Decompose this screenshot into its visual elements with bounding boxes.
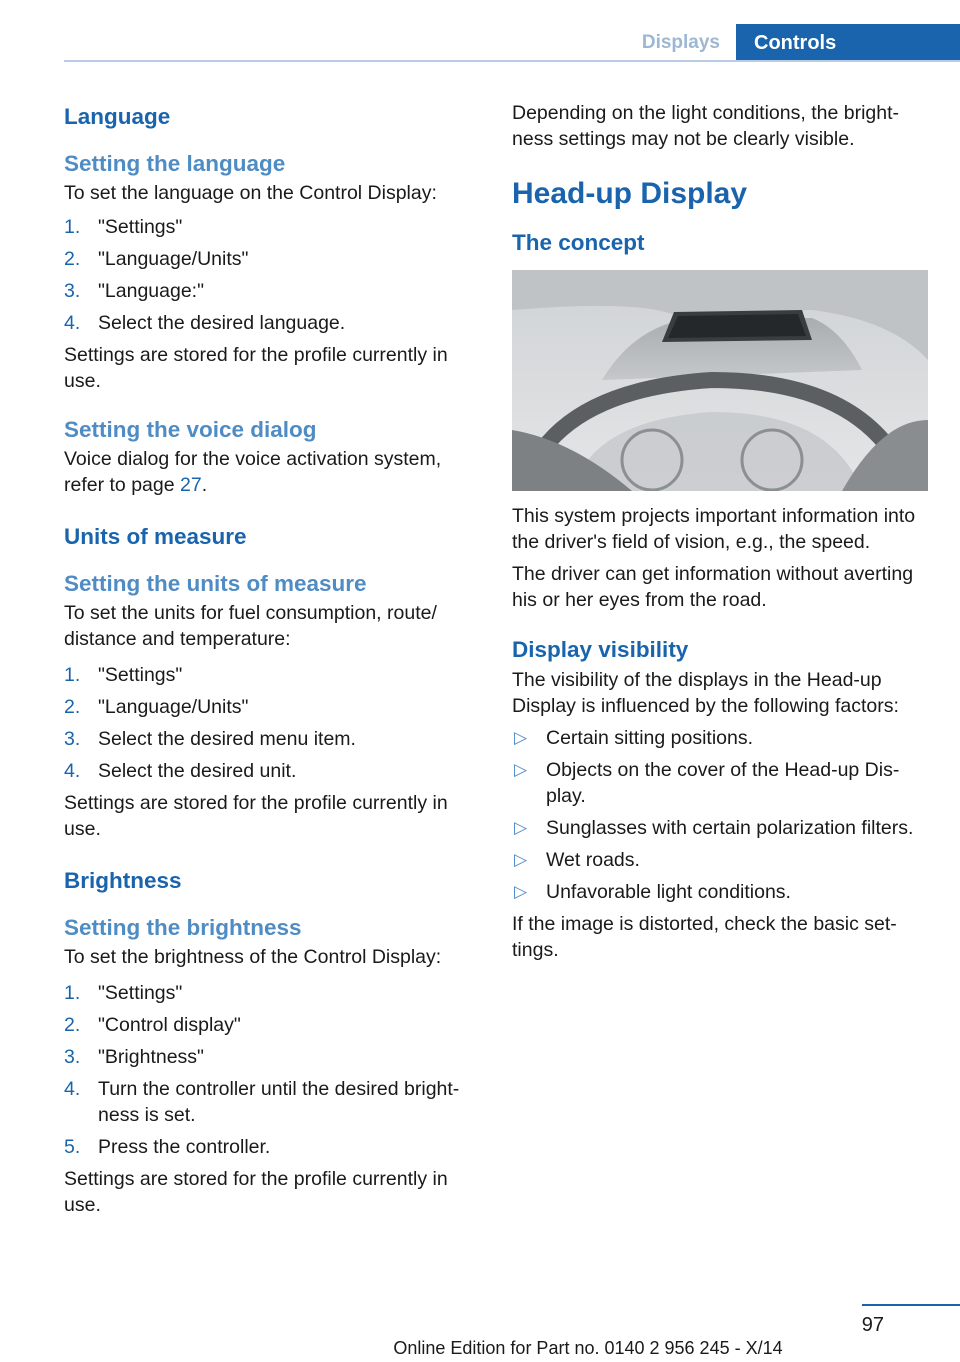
heading-brightness: Brightness [64,868,182,893]
list-item: 4. Turn the controller until the desired bright‐ ness is set. [64,1078,460,1126]
list-item: 1. "Settings" [64,982,183,1004]
list-item: 3. "Brightness" [64,1046,204,1068]
triangle-bullet-icon: ▷ [514,818,528,837]
tab-displays[interactable]: Displays [641,32,720,53]
list-item: ▷ Sunglasses with certain polarization filters. [514,817,914,839]
voice-dialog-text: Voice dialog for the voice activation system, refer to page 27. [64,448,442,496]
list-item: 3. "Language:" [64,280,205,302]
triangle-bullet-icon: ▷ [514,850,528,869]
brightness-intro: To set the brightness of the Control Display: [64,946,442,968]
right-column [512,100,930,963]
left-column [64,100,476,1218]
heading-display-visibility: Display visibility [512,637,689,662]
list-item: 4. Select the desired unit. [64,760,297,782]
concept-paragraph-2: The driver can get information without averting his or her eyes from the road. [512,563,914,611]
hud-dashboard-image [512,270,928,491]
list-item: 1. "Settings" [64,216,183,238]
heading-setting-brightness: Setting the brightness [64,915,302,940]
list-item: 1. "Settings" [64,664,183,686]
header-rule [64,60,960,62]
visibility-intro: The visibility of the displays in the Head-up Display is influenced by the following factors: [512,669,899,717]
tab-controls[interactable]: Controls [736,24,960,62]
list-item: ▷ Unfavorable light conditions. [514,881,791,903]
brightness-steps [64,980,476,1160]
visibility-factors [512,725,930,905]
brightness-stored-note: Settings are stored for the profile currently in use. [64,1168,448,1216]
triangle-bullet-icon: ▷ [514,728,528,747]
heading-setting-units: Setting the units of measure [64,571,367,596]
language-steps [64,214,476,336]
list-item: 3. Select the desired menu item. [64,728,356,750]
page-header [0,0,960,64]
brightness-visibility-note: Depending on the light conditions, the bright‐ ness settings may not be clearly visible. [512,102,900,150]
distorted-image-note: If the image is distorted, check the basic set‐ tings. [512,913,897,961]
list-item: 2. "Control display" [64,1014,241,1036]
edition-footer: Online Edition for Part no. 0140 2 956 245 - X/14 [393,1338,783,1358]
units-intro: To set the units for fuel consumption, route/ distance and temperature: [64,602,437,650]
list-item: 2. "Language/Units" [64,248,249,270]
list-item: 5. Press the controller. [64,1136,271,1158]
units-stored-note: Settings are stored for the profile currently in use. [64,792,448,840]
triangle-bullet-icon: ▷ [514,882,528,901]
language-stored-note: Settings are stored for the profile currently in use. [64,344,448,392]
list-item: 4. Select the desired language. [64,312,346,334]
list-item: ▷ Wet roads. [514,849,640,871]
list-item: 2. "Language/Units" [64,696,249,718]
heading-voice-dialog: Setting the voice dialog [64,417,317,442]
footer-rule [862,1304,960,1306]
heading-setting-language: Setting the language [64,151,286,176]
page-number: 97 [861,1314,884,1336]
units-steps [64,662,476,784]
language-intro: To set the language on the Control Display: [64,182,437,204]
heading-language: Language [64,104,171,129]
list-item: ▷ Objects on the cover of the Head-up Dis‐ play. [514,759,900,807]
concept-paragraph-1: This system projects important information into the driver's field of vision, e.g., the speed. [512,505,916,553]
list-item: ▷ Certain sitting positions. [514,727,754,749]
heading-head-up-display: Head-up Display [512,177,748,210]
heading-concept: The concept [512,230,645,255]
triangle-bullet-icon: ▷ [514,760,528,779]
page-reference-link[interactable]: 27 [180,474,202,496]
heading-units: Units of measure [64,524,247,549]
